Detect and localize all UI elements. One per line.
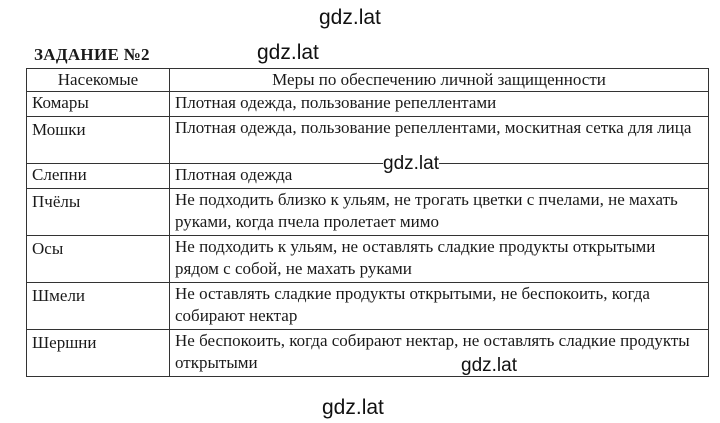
watermark-top: gdz.lat (319, 6, 381, 29)
measures-cell: Не оставлять сладкие продукты открытыми, не беспокоить, когда собирают нектар (170, 283, 709, 330)
watermark-table-bottom: gdz.lat (461, 355, 517, 376)
table-row (27, 92, 709, 117)
table-row (27, 117, 709, 164)
header-measures: Меры по обеспечению личной защищенности (170, 69, 709, 92)
task-title: ЗАДАНИЕ №2 (34, 45, 150, 64)
table-header-row (27, 69, 709, 92)
insect-cell: Мошки (27, 117, 170, 164)
watermark-header: gdz.lat (257, 41, 319, 64)
table-row (27, 236, 709, 283)
insect-cell: Шмели (27, 283, 170, 330)
insect-cell: Пчёлы (27, 189, 170, 236)
table-row (27, 283, 709, 330)
measures-cell: Не подходить близко к ульям, не трогать цветки с пчелами, не махать руками, когда пчела пролетает мимо (170, 189, 709, 236)
header-insects: Насекомые (27, 69, 170, 92)
table-row (27, 330, 709, 377)
watermark-bottom: gdz.lat (322, 396, 384, 419)
measures-cell: Плотная одежда (170, 164, 709, 189)
table-row (27, 189, 709, 236)
measures-cell: Плотная одежда, пользование репеллентами, москитная сетка для лица (170, 117, 709, 164)
insect-cell: Шершни (27, 330, 170, 377)
insect-cell: Комары (27, 92, 170, 117)
insect-protection-table (26, 68, 709, 377)
insect-cell: Осы (27, 236, 170, 283)
insect-cell: Слепни (27, 164, 170, 189)
watermark-table-middle: gdz.lat (383, 153, 439, 174)
table-row (27, 164, 709, 189)
measures-cell: Не беспокоить, когда собирают нектар, не оставлять сладкие продукты открытыми (170, 330, 709, 377)
measures-cell: Плотная одежда, пользование репеллентами (170, 92, 709, 117)
measures-cell: Не подходить к ульям, не оставлять сладкие продукты открытыми рядом с собой, не махать руками (170, 236, 709, 283)
